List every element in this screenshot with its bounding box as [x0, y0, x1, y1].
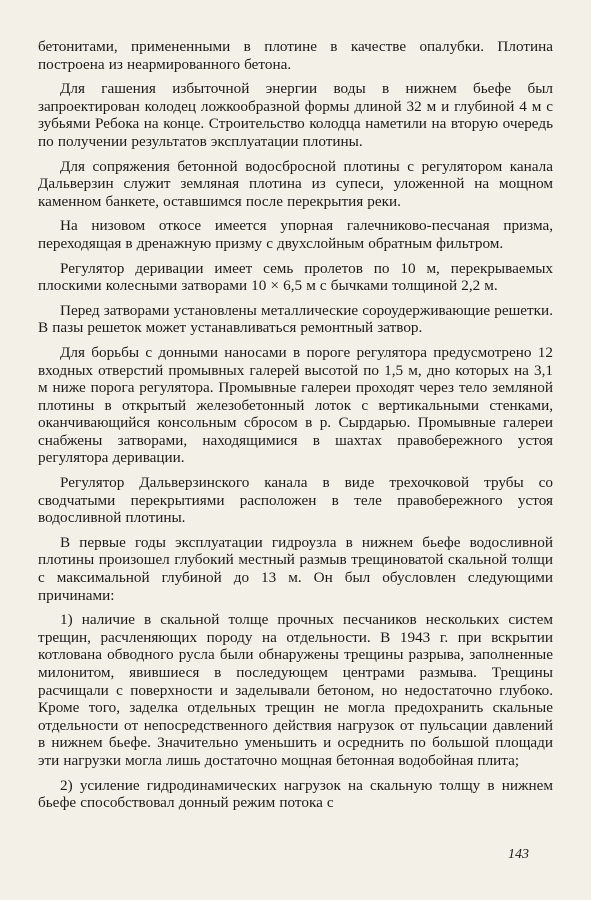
paragraph: Регулятор деривации имеет семь пролетов по 10 м, перекрываемых плоскими колесными затворами 10 × 6,5 м с бычками толщиной 2,2 м.	[38, 259, 553, 295]
paragraph: Для борьбы с донными наносами в пороге регулятора предусмотрено 12 входных отверстий промывных галерей высотой по 1,5 м, дно которых на 3,1 м ниже порога регулятора. Промывные галереи проходят через тело земляной плотины в открытый железобетонный лоток с вертикальными стенками, оканчивающийся консольным сбросом в р. Сырдарью. Промывные галереи снабжены затворами, находящимися в шахтах правобережного устоя регулятора деривации.	[38, 343, 553, 467]
page-number: 143	[508, 847, 529, 862]
paragraph: Регулятор Дальверзинского канала в виде трехочковой трубы со сводчатыми перекрытиями расположен в теле правобережного устоя водосливной плотины.	[38, 474, 553, 527]
paragraph: В первые годы эксплуатации гидроузла в нижнем бьефе водосливной плотины произошел глубокий местный размыв трещиноватой скальной толщи с максимальной глубиной до 13 м. Он был обусловлен следующими причинами:	[38, 533, 553, 604]
paragraph: На низовом откосе имеется упорная галечниково-песчаная призма, переходящая в дренажную призму с двухслойным обратным фильтром.	[38, 217, 553, 252]
paragraph: бетонитами, примененными в плотине в качестве опалубки. Плотина построена из неармированного бетона.	[38, 38, 553, 73]
paragraph: 1) наличие в скальной толще прочных песчаников нескольких систем трещин, расчленяющих породу на отдельности. В 1943 г. при вскрытии котлована обводного русла были обнаружены трещины разрыва, заполненные милонитом, явившиеся в последующем центрами размыва. Трещины расчищали с поверхности и заделывали бетоном, но недостаточно глубоко. Кроме того, заделка отдельных трещин не могла предохранить скальные отдельности от непосредственного действия нагрузок от пульсации давлений в нижнем бьефе. Значительно уменьшить и осреднить по большой площади эти нагрузки могла лишь достаточно мощная бетонная водобойная плита;	[38, 611, 553, 769]
paragraph: Для сопряжения бетонной водосбросной плотины с регулятором канала Дальверзин служит земляная плотина из супеси, уложенной на мощном каменном банкете, оставшимся после перекрытия реки.	[38, 157, 553, 210]
paragraph: Перед затворами установлены металлические сороудерживающие решетки. В пазы решеток может устанавливаться ремонтный затвор.	[38, 301, 553, 337]
paragraph: Для гашения избыточной энергии воды в нижнем бьефе был запроектирован колодец ложкообразной формы длиной 32 м и глубиной 4 м с зубьями Ребока на конце. Строительство колодца наметили на вторую очередь по получении результатов эксплуатации плотины.	[38, 80, 553, 150]
page-body	[38, 38, 553, 819]
paragraph: 2) усиление гидродинамических нагрузок на скальную толщу в нижнем бьефе способствовал донный режим потока с	[38, 776, 553, 812]
